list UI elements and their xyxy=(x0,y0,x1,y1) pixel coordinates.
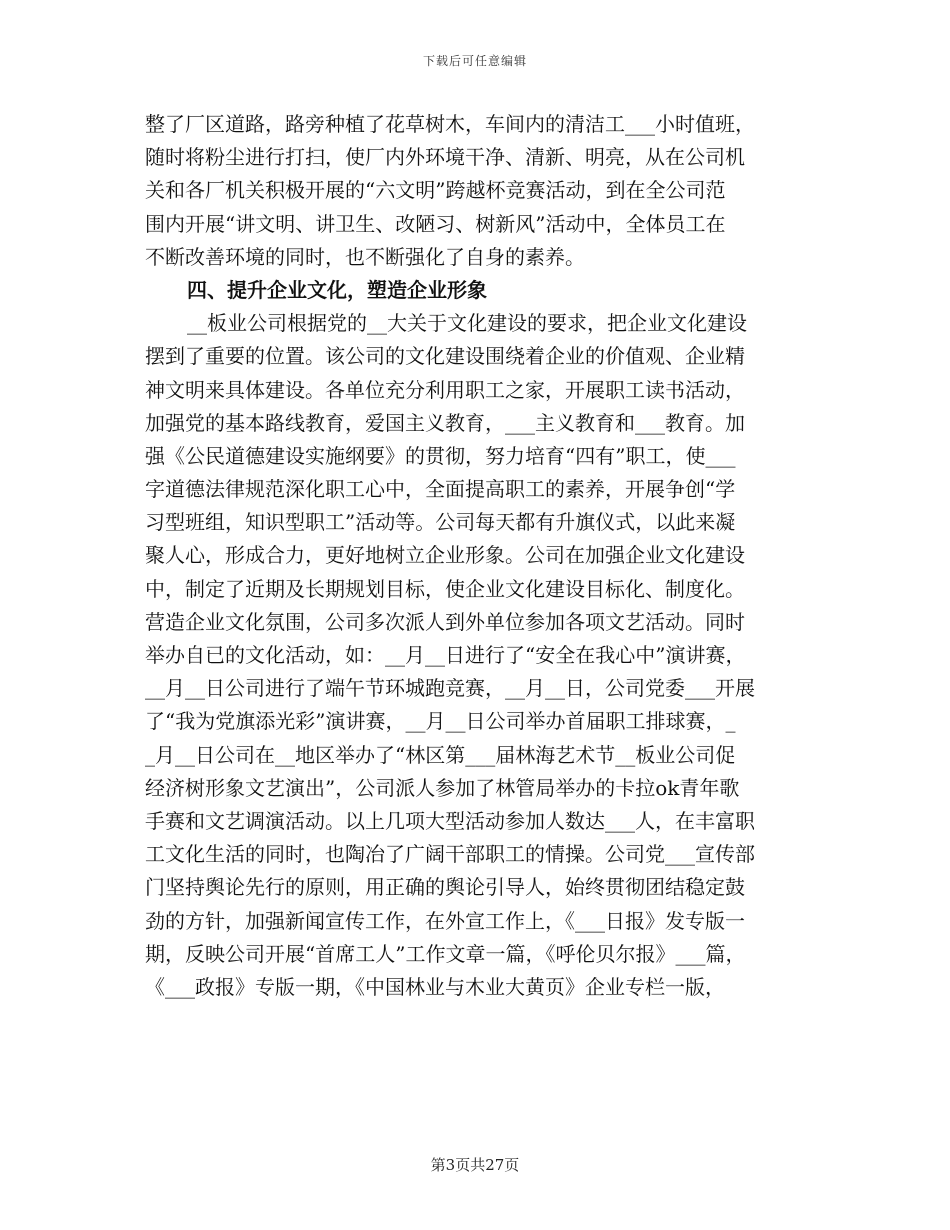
body-line: 中，制定了近期及长期规划目标，使企业文化建设目标化、制度化。 xyxy=(145,576,745,601)
body-line: 手赛和文艺调演活动。以上几项大型活动参加人数达___人，在丰富职 xyxy=(145,808,755,833)
body-line: 关和各厂机关积极开展的“六文明”跨越杯竞赛活动，到在全公司范 xyxy=(145,178,726,203)
body-line: __板业公司根据党的__大关于文化建设的要求，把企业文化建设 xyxy=(187,311,747,336)
body-line: 营造企业文化氛围，公司多次派人到外单位参加各项文艺活动。同时 xyxy=(145,609,745,634)
body-line: 劲的方针，加强新闻宣传工作，在外宣工作上，《___日报》发专版一 xyxy=(145,908,745,933)
body-line: 聚人心，形成合力，更好地树立企业形象。公司在加强企业文化建设 xyxy=(145,543,745,568)
page-number: 第3页共27页 xyxy=(430,1156,520,1174)
body-line: 强《公民道德建设实施纲要》的贯彻，努力培育“四有”职工，使___ xyxy=(145,443,736,468)
body-line: 《___政报》专版一期，《中国林业与木业大黄页》企业专栏一版， xyxy=(145,974,725,999)
body-line: 举办自已的文化活动，如：__月__日进行了“安全在我心中”演讲赛， xyxy=(145,643,746,667)
body-line: 随时将粉尘进行打扫，使厂内外环境干净、清新、明亮，从在公司机 xyxy=(145,145,745,170)
body-line: __月__日公司进行了端午节环城跑竞赛，__月__日，公司党委___开展 xyxy=(145,676,755,701)
body-line: 了“我为党旗添光彩”演讲赛，__月__日公司举办首届职工排球赛，_ xyxy=(145,709,736,734)
body-line: 经济树形象文艺演出”，公司派人参加了林管局举办的卡拉ok青年歌 xyxy=(145,775,740,800)
body-line: 期，反映公司开展“首席工人”工作文章一篇，《呼伦贝尔报》___篇， xyxy=(145,941,746,966)
body-line: 加强党的基本路线教育，爱国主义教育，___主义教育和___教育。加 xyxy=(145,410,745,435)
body-line: 摆到了重要的位置。该公司的文化建设围绕着企业的价值观、企业精 xyxy=(145,344,745,369)
body-line: _月__日公司在__地区举办了“林区第___届林海艺术节__板业公司促 xyxy=(145,742,736,767)
header-note: 下载后可任意编辑 xyxy=(422,54,527,68)
body-line: 整了厂区道路，路旁种植了花草树木，车间内的清洁工___小时值班， xyxy=(145,112,755,136)
body-line: 工文化生活的同时，也陶冶了广阔干部职工的情操。公司党___宣传部 xyxy=(145,842,755,867)
section-heading: 四、提升企业文化，塑造企业形象 xyxy=(187,277,487,302)
body-line: 围内开展“讲文明、讲卫生、改陋习、树新风”活动中，全体员工在 xyxy=(145,211,726,236)
body-line: 门坚持舆论先行的原则，用正确的舆论引导人，始终贯彻团结稳定鼓 xyxy=(145,875,745,900)
body-line: 字道德法律规范深化职工心中，全面提高职工的素养，开展争创“学 xyxy=(145,477,736,502)
body-text xyxy=(145,108,815,1004)
body-line: 习型班组，知识型职工”活动等。公司每天都有升旗仪式，以此来凝 xyxy=(145,510,736,535)
body-line: 神文明来具体建设。各单位充分利用职工之家，开展职工读书活动， xyxy=(145,377,745,402)
body-line: 不断改善环境的同时，也不断强化了自身的素养。 xyxy=(145,244,585,269)
